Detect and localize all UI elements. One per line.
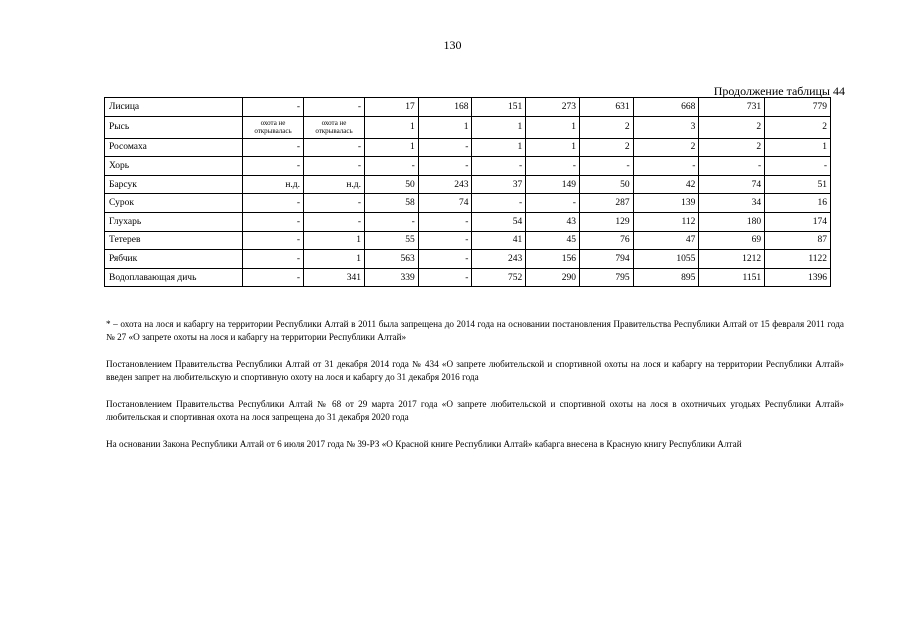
table-cell: 1: [526, 116, 580, 138]
table-cell: 156: [526, 250, 580, 269]
table-cell: 563: [365, 250, 419, 269]
table-cell: -: [699, 157, 765, 176]
table-cell: 37: [472, 175, 526, 194]
table-cell: 2: [579, 116, 633, 138]
table-cell: 47: [633, 231, 699, 250]
table-cell: н.д.: [243, 175, 304, 194]
table-cell: -: [418, 157, 472, 176]
row-label: Барсук: [105, 175, 243, 194]
table-cell: 42: [633, 175, 699, 194]
table-cell: 174: [765, 212, 831, 231]
table-row: [105, 250, 831, 269]
table-cell: 2: [633, 138, 699, 157]
table-row: [105, 116, 831, 138]
footnote: Постановлением Правительства Республики Алтай от 31 декабря 2014 года № 434 «О запрете любительской и спортивной охоты на лося и кабаргу на территории Республики Алтай» введен запрет на любительскую и спортивную охоту на лося и кабаргу до 31 декабря 2016 года: [106, 359, 844, 382]
table-row: [105, 268, 831, 287]
table-row: [105, 231, 831, 250]
table-cell: 149: [526, 175, 580, 194]
table-cell: -: [243, 268, 304, 287]
table-cell: 55: [365, 231, 419, 250]
row-label: Рысь: [105, 116, 243, 138]
table-cell: -: [243, 250, 304, 269]
table-cell: 50: [579, 175, 633, 194]
table-cell: 34: [699, 194, 765, 213]
table-cell: 51: [765, 175, 831, 194]
row-label: Водоплавающая дичь: [105, 268, 243, 287]
table-cell: -: [418, 138, 472, 157]
page-number: 130: [443, 38, 462, 52]
table-cell: -: [304, 194, 365, 213]
table-cell: 17: [365, 98, 419, 117]
row-label: Тетерев: [105, 231, 243, 250]
table-cell: 87: [765, 231, 831, 250]
table-cell: 168: [418, 98, 472, 117]
table-cell: -: [418, 250, 472, 269]
table-cell: 69: [699, 231, 765, 250]
table-cell: 339: [365, 268, 419, 287]
table-cell: -: [365, 157, 419, 176]
table-cell: -: [526, 157, 580, 176]
table-cell: 779: [765, 98, 831, 117]
table-cell: 2: [699, 116, 765, 138]
table-cell: 139: [633, 194, 699, 213]
table-cell: -: [765, 157, 831, 176]
table-cell: 1: [418, 116, 472, 138]
table-cell: -: [304, 138, 365, 157]
table-cell: 752: [472, 268, 526, 287]
table-cell: 129: [579, 212, 633, 231]
table-cell: 290: [526, 268, 580, 287]
table-cell: 2: [579, 138, 633, 157]
table-cell: -: [418, 212, 472, 231]
table-cell: 3: [633, 116, 699, 138]
table-cell: 287: [579, 194, 633, 213]
table-cell: 1212: [699, 250, 765, 269]
table-cell: -: [526, 194, 580, 213]
table-cell: 1: [365, 116, 419, 138]
row-label: Хорь: [105, 157, 243, 176]
table-row: [105, 194, 831, 213]
table-cell: 1: [765, 138, 831, 157]
table-cell: 1396: [765, 268, 831, 287]
table-cell: 74: [418, 194, 472, 213]
table-cell: 1122: [765, 250, 831, 269]
footnote: * – охота на лося и кабаргу на территории Республики Алтай в 2011 была запрещена до 2014 года на основании постановления Правительства Республики Алтай от 15 февраля 2011 года № 27 «О запрете охоты на лося и кабаргу на территории Республики Алтай»: [106, 319, 844, 342]
table-cell: 243: [472, 250, 526, 269]
table-cell: 1: [526, 138, 580, 157]
table-cell: 1: [304, 231, 365, 250]
table-cell: -: [579, 157, 633, 176]
table-row: [105, 157, 831, 176]
table-body: [105, 98, 831, 287]
row-label: Глухарь: [105, 212, 243, 231]
table-cell: 1151: [699, 268, 765, 287]
table-cell: -: [418, 231, 472, 250]
row-label: Лисица: [105, 98, 243, 117]
table-cell: 2: [765, 116, 831, 138]
table-cell: -: [472, 194, 526, 213]
footnotes: [106, 318, 844, 465]
table-cell: 795: [579, 268, 633, 287]
table-cell: 731: [699, 98, 765, 117]
table-cell: 43: [526, 212, 580, 231]
footnote: Постановлением Правительства Республики Алтай № 68 от 29 марта 2017 года «О запрете любительской и спортивной охоты на лося в охотничьих угодьях Республики Алтай» любительская и спортивная охота на лося запрещена до 31 декабря 2020 года: [106, 399, 844, 422]
table-cell: н.д.: [304, 175, 365, 194]
table-cell: -: [304, 212, 365, 231]
table-cell: 74: [699, 175, 765, 194]
table-cell: 668: [633, 98, 699, 117]
row-label: Сурок: [105, 194, 243, 213]
table-cell: -: [243, 98, 304, 117]
table-cell: 1: [365, 138, 419, 157]
table-cell: 273: [526, 98, 580, 117]
table-row: [105, 212, 831, 231]
table-cell: -: [243, 194, 304, 213]
table-cell: 1: [472, 116, 526, 138]
table-cell: 180: [699, 212, 765, 231]
table-cell: 50: [365, 175, 419, 194]
table-cell: -: [633, 157, 699, 176]
table-cell: 1: [472, 138, 526, 157]
row-label: Рябчик: [105, 250, 243, 269]
table-cell: -: [418, 268, 472, 287]
table-cell: -: [243, 157, 304, 176]
table-cell: 1: [304, 250, 365, 269]
table-row: [105, 138, 831, 157]
table-cell: охота не открывалась: [304, 116, 365, 138]
table-cell: 895: [633, 268, 699, 287]
footnote: На основании Закона Республики Алтай от 6 июля 2017 года № 39-РЗ «О Красной книге Республики Алтай» кабарга внесена в Красную книгу Республики Алтай: [106, 439, 742, 449]
row-label: Росомаха: [105, 138, 243, 157]
table-cell: -: [243, 231, 304, 250]
table-cell: -: [365, 212, 419, 231]
table-cell: -: [472, 157, 526, 176]
table-cell: -: [243, 138, 304, 157]
table-row: [105, 175, 831, 194]
table-cell: 41: [472, 231, 526, 250]
table-cell: охота не открывалась: [243, 116, 304, 138]
table-cell: 1055: [633, 250, 699, 269]
table-cell: -: [243, 212, 304, 231]
table-cell: 76: [579, 231, 633, 250]
table-cell: -: [304, 157, 365, 176]
table-cell: 2: [699, 138, 765, 157]
table-cell: 16: [765, 194, 831, 213]
table-cell: 631: [579, 98, 633, 117]
table-cell: 58: [365, 194, 419, 213]
table-caption: Продолжение таблицы 44: [713, 84, 845, 98]
table-cell: 54: [472, 212, 526, 231]
table-cell: 243: [418, 175, 472, 194]
table-cell: 112: [633, 212, 699, 231]
table-cell: 45: [526, 231, 580, 250]
table-cell: -: [304, 98, 365, 117]
table-row: [105, 98, 831, 117]
table-cell: 151: [472, 98, 526, 117]
table-cell: 341: [304, 268, 365, 287]
table-cell: 794: [579, 250, 633, 269]
data-table: [104, 97, 831, 287]
